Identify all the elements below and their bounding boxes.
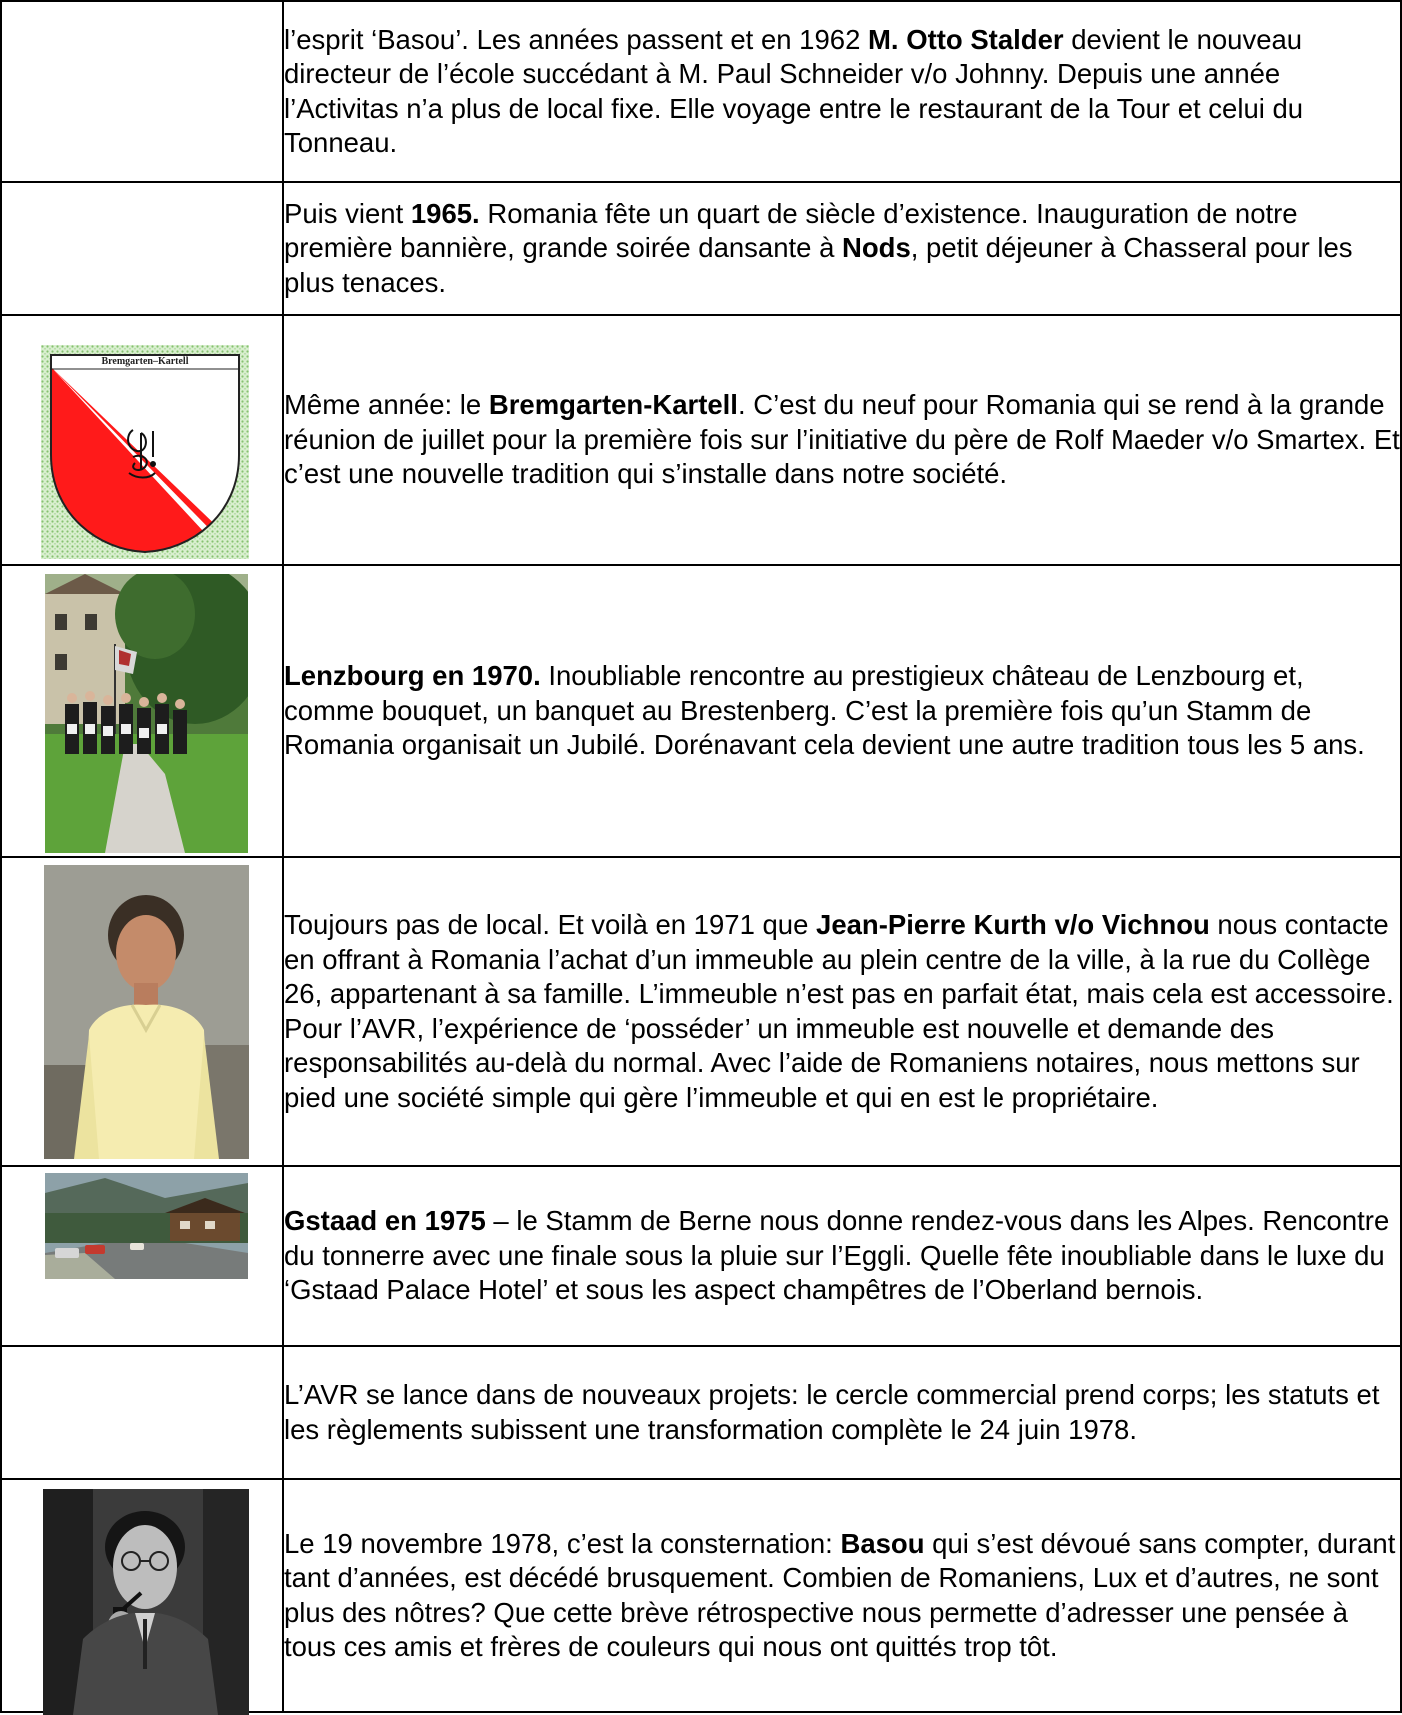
text-run: qui s’est dévoué sans compter, durant tant d’années, est décédé brusquement. Combien de Romaniens, Lux et d’autres, ne sont plus des nôtres? Que cette brève rétrospective nous permette d’adresser une pensée à tous ces amis et frères de couleurs qui nous ont quittés trop tôt. [284,1527,1396,1662]
bold-run: Basou [840,1527,925,1559]
coat-of-arms-image [41,345,249,559]
table-row [1,315,1401,565]
bold-run: Nods [842,232,911,264]
image-cell [1,1479,283,1712]
text-run: Toujours pas de local. Et voilà en 1971 que [284,909,817,940]
bold-run: Gstaad en 1975 [284,1205,486,1237]
table-row [1,1346,1401,1479]
text-run: Même année: le [284,389,489,421]
table-row [1,1479,1401,1712]
text-run: nous contacte en offrant à Romania l’achat d’un immeuble au plein centre de la ville, à la rue du Collège 26, appartenant à sa famille. L’immeuble n’est pas en parfait état, mais cela est accessoire. Pour l’AVR, l’expérience de ‘posséder’ un immeuble est nouvelle et demande des responsabilités au-delà du normal. Avec l’aide de Romaniens notaires, nous mettons sur pied une société simple qui gère l’immeuble et qui en est le propriétaire. [284,909,1394,1113]
text-run: Le 19 novembre 1978, c’est la consternation: [284,1527,841,1559]
bw-portrait-photo [43,1489,249,1715]
row-text [283,315,1401,565]
image-cell [1,315,283,565]
row-text [283,857,1401,1166]
procession-photo [45,574,248,853]
row-text [283,1346,1401,1479]
bold-run: Lenzbourg en 1970. [284,660,541,692]
table-row [1,182,1401,315]
image-cell [1,1166,283,1346]
text-run: – le Stamm de Berne nous donne rendez-vous dans les Alpes. Rencontre du tonnerre avec une finale sous la pluie sur l’Eggli. Quelle fête inoubliable dans le luxe du ‘Gstaad Palace Hotel’ et sous les aspect champêtres de l’Oberland bernois. [284,1205,1390,1306]
text-run: l’esprit ‘Basou’. Les années passent et en 1962 [284,23,868,55]
text-run: . C’est du neuf pour Romania qui se rend à la grande réunion de juillet pour la première fois sur l’initiative du père de Rolf Maeder v/o Smartex. Et c’est une nouvelle tradition qui s’installe dans notre société. [284,389,1400,490]
bold-run: Jean-Pierre Kurth v/o Vichnou [816,909,1210,940]
image-cell [1,565,283,857]
image-cell [1,857,283,1166]
row-text [283,565,1401,857]
text-run: Romania fête un quart de siècle d’existence. Inauguration de notre première bannière, grande soirée dansante à [284,197,1298,264]
bold-run: 1965. [410,197,480,229]
text-run: Puis vient [284,197,411,229]
text-run: Inoubliable rencontre au prestigieux château de Lenzbourg et, comme bouquet, un banquet au Brestenberg. C’est la première fois qu’un Stamm de Romania organisait un Jubilé. Dorénavant cela devient une autre tradition tous les 5 ans. [284,660,1365,761]
image-cell-empty [1,182,283,315]
coat-of-arms-label: Bremgarten–Kartell [101,356,189,367]
table-row [1,857,1401,1166]
table-row [1,1,1401,182]
table-row [1,565,1401,857]
bold-run: Bremgarten-Kartell [488,389,738,421]
row-text [283,1,1401,182]
image-cell-empty [1,1,283,182]
street-photo [45,1173,248,1279]
portrait-photo [44,865,249,1159]
text-run: devient le nouveau directeur de l’école succédant à M. Paul Schneider v/o Johnny. Depuis une année l’Activitas n’a plus de local fixe. Elle voyage entre le restaurant de la Tour et celui du Tonneau. [284,23,1304,158]
table-row [1,1166,1401,1346]
row-text [283,1166,1401,1346]
text-run: L’AVR se lance dans de nouveaux projets: le cercle commercial prend corps; les statuts et les règlements subissent une transformation complète le 24 juin 1978. [284,1379,1380,1445]
row-text [283,182,1401,315]
bold-run: M. Otto Stalder [868,23,1064,55]
image-cell-empty [1,1346,283,1479]
text-run: , petit déjeuner à Chasseral pour les plus tenaces. [284,232,1353,298]
row-text [283,1479,1401,1712]
